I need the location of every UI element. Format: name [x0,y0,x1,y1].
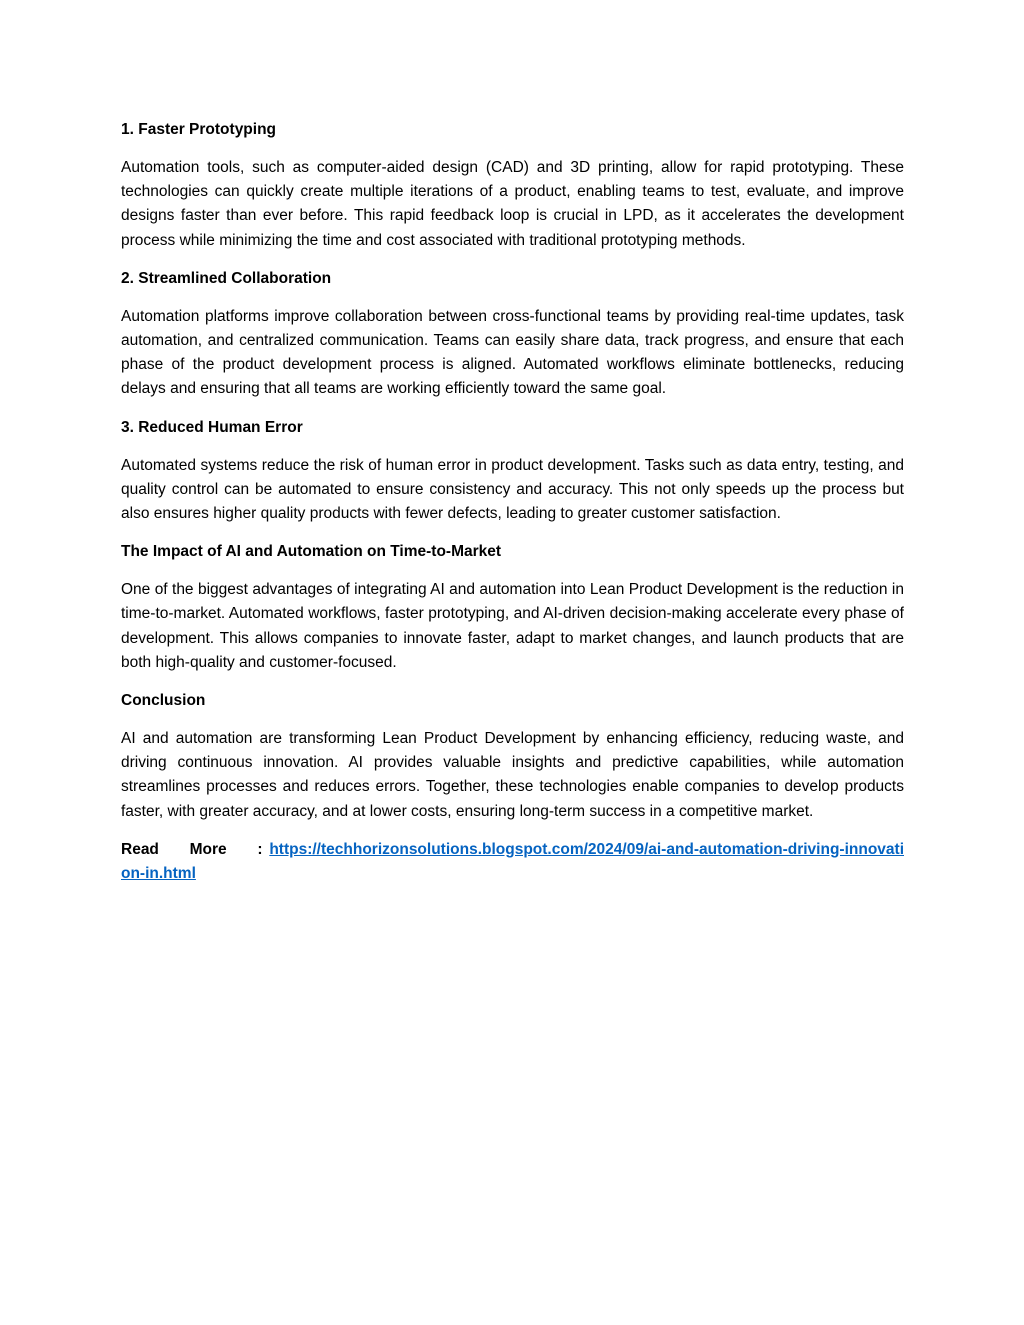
section-heading-faster-prototyping: 1. Faster Prototyping [121,121,277,138]
section-heading-time-to-market: The Impact of AI and Automation on Time-to-Market [121,543,502,561]
section-body-streamlined-collaboration: Automation platforms improve collaboration between cross-functional teams by providing real-time updates, task automation, and centralized communication. Teams can easily share data, track progress, and ensure that each phase of the product development process is aligned. Automated workflows eliminate bottlenecks, reducing delays and ensuring that all teams are working efficiently toward the same goal. [121,307,904,398]
section-heading-streamlined-collaboration: 2. Streamlined Collaboration [121,269,332,287]
read-more-label: Read More : [121,840,263,858]
read-more-line [121,838,904,886]
section-body-conclusion: AI and automation are transforming Lean Product Development by enhancing efficiency, reducing waste, and driving continuous innovation. AI provides valuable insights and predictive capabilities, while automation streamlines processes and reduces errors. Together, these technologies enable companies to develop products faster, with greater accuracy, and at lower costs, ensuring long-term success in a competitive market. [121,730,904,820]
section-body-faster-prototyping: Automation tools, such as computer-aided design (CAD) and 3D printing, allow for rapid prototyping. These technologies can quickly create multiple iterations of a product, enabling teams to test, evaluate, and improve designs faster than ever before. This rapid feedback loop is crucial in LPD, as it accelerates the development process while minimizing the time and cost associated with traditional prototyping methods. [121,159,904,249]
section-body-reduced-human-error: Automated systems reduce the risk of human error in product development. Tasks such as data entry, testing, and quality control can be automated to ensure consistency and accuracy. This not only speeds up the process but also ensures higher quality products with fewer defects, leading to greater customer satisfaction. [121,456,904,523]
read-more-link[interactable]: https://techhorizonsolutions.blogspot.com/2024/09/ai-and-automation-driving-innovation-in.html [121,840,904,883]
section-heading-conclusion: Conclusion [121,692,206,710]
section-body-time-to-market: One of the biggest advantages of integrating AI and automation into Lean Product Development is the reduction in time-to-market. Automated workflows, faster prototyping, and AI-driven decision-making accelerate every phase of development. This allows companies to innovate faster, adapt to market changes, and launch products that are both high-quality and customer-focused. [121,581,904,671]
section-heading-reduced-human-error: 3. Reduced Human Error [121,418,303,436]
document-page [121,118,904,886]
